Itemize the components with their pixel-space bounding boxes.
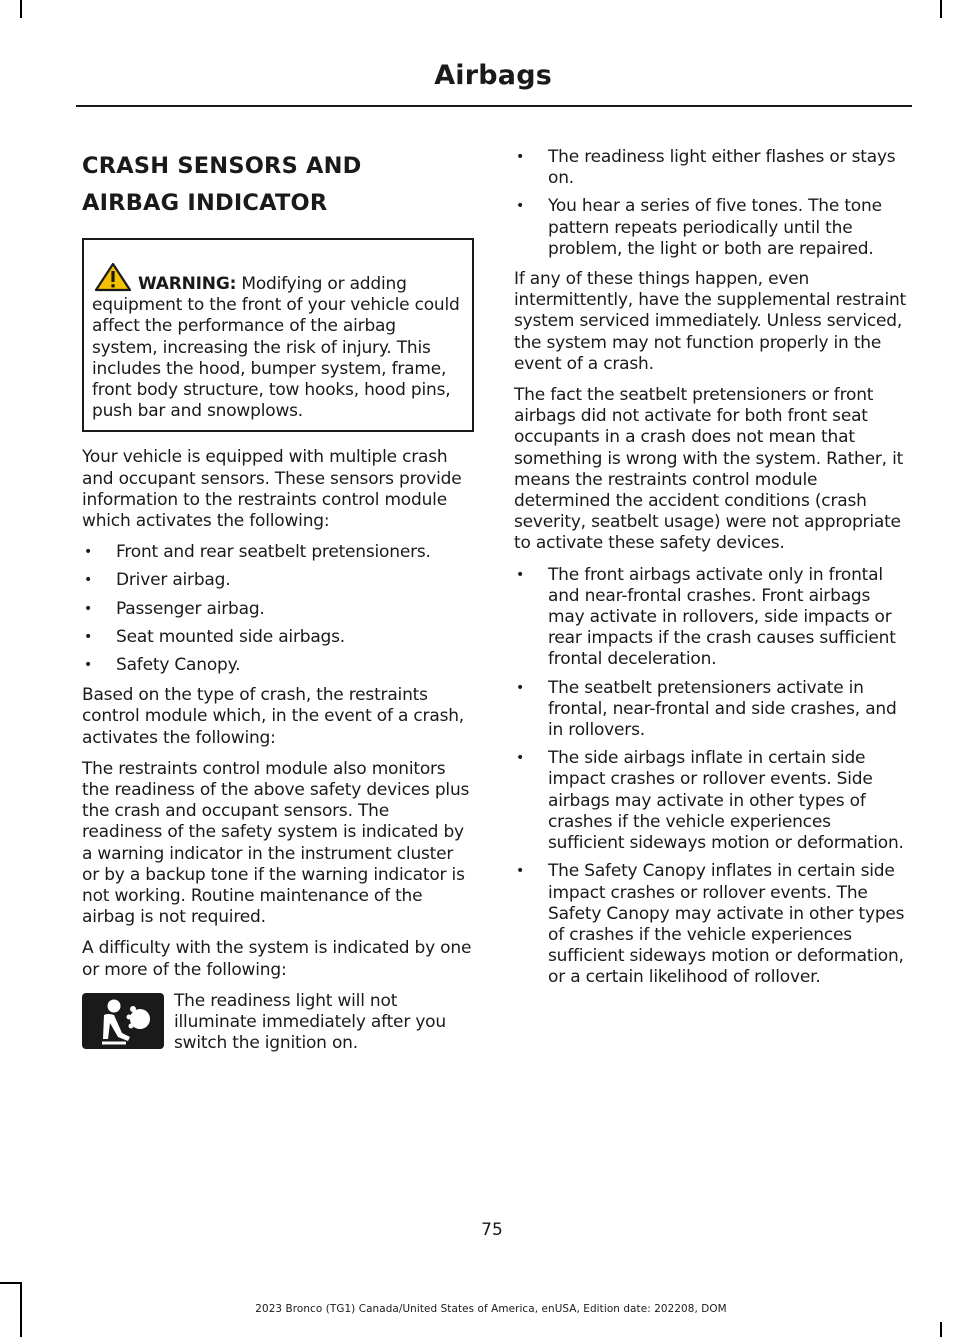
list-item: • Driver airbag.	[82, 570, 474, 591]
difficulty-paragraph: A difficulty with the system is indicated by one or more of the following:	[82, 938, 472, 980]
list-item: • Passenger airbag.	[82, 599, 474, 620]
page-header-title: Airbags	[434, 60, 552, 91]
readiness-light-row	[82, 991, 474, 1055]
list-item: • The side airbags inflate in certain side impact crashes or rollover events. Side airbags may activate in other types of crashes if the vehicle experiences sufficient sideways motion or deformation.	[514, 748, 906, 854]
list-item: • The front airbags activate only in frontal and near-frontal crashes. Front airbags may activate in rollovers, side impacts or rear impacts if the crash causes sufficient frontal deceleration.	[514, 565, 906, 671]
section-title-line2: AIRBAG INDICATOR	[82, 190, 328, 216]
activation-conditions-list	[514, 565, 906, 989]
monitoring-paragraph: The restraints control module also monitors the readiness of the above safety devices plus the crash and occupant sensors. The readiness of the safety system is indicated by a warning indicator in the instrument cluster or by a backup tone if the warning indicator is not working. Routine maintenance of the airbag is not required.	[82, 758, 470, 928]
airbag-warning-light-icon	[82, 993, 164, 1049]
section-title	[82, 148, 474, 222]
header-divider	[76, 105, 912, 107]
crop-mark-top-right	[940, 0, 942, 18]
list-item: • You hear a series of five tones. The tone pattern repeats periodically until the problem, the light or both are repaired.	[514, 196, 906, 260]
list-item: • The Safety Canopy inflates in certain side impact crashes or rollover events. The Safety Canopy may activate in other types of crashes if the vehicle experiences sufficient sideways motion or deformation, or a certain likelihood of rollover.	[514, 861, 906, 988]
list-item: • Front and rear seatbelt pretensioners.	[82, 542, 474, 563]
crop-mark-top-left	[20, 0, 22, 18]
crop-mark-bottom-left-h	[0, 1282, 20, 1284]
readiness-light-text: The readiness light will not illuminate immediately after you switch the ignition on.	[174, 990, 446, 1054]
warning-triangle-icon	[94, 262, 132, 292]
list-item: • Safety Canopy.	[82, 655, 474, 676]
warning-text: Modifying or adding equipment to the front of your vehicle could affect the performance of the airbag system, increasing the risk of injury. This includes the hood, bumper system, frame, front body structure, tow hooks, hood pins, push bar and snowplows.	[92, 274, 460, 422]
intro-paragraph: Your vehicle is equipped with multiple crash and occupant sensors. These sensors provide information to the restraints control module which activates the following:	[82, 447, 462, 532]
page-number: 75	[481, 1220, 503, 1240]
service-paragraph: If any of these things happen, even intermittently, have the supplemental restraint system serviced immediately. Unless serviced, the system may not function properly in the event of a crash.	[514, 269, 907, 374]
warning-label: WARNING:	[138, 274, 237, 294]
non-activation-paragraph: The fact the seatbelt pretensioners or front airbags did not activate for both front seat occupants in a crash does not mean that something is wrong with the system. Rather, it means the restraints control module determined the accident conditions (crash severity, seatbelt usage) were not appropriate to activate these safety devices.	[514, 385, 904, 554]
crash-type-paragraph: Based on the type of crash, the restraints control module which, in the event of a crash, activates the following:	[82, 685, 464, 748]
right-column	[514, 147, 906, 998]
list-item: • The seatbelt pretensioners activate in frontal, near-frontal and side crashes, and in rollovers.	[514, 678, 906, 742]
left-column	[82, 148, 474, 1055]
warning-box	[82, 238, 474, 432]
crop-mark-bottom-left	[20, 1282, 22, 1337]
list-item: • The readiness light either flashes or stays on.	[514, 147, 906, 189]
list-item: • Seat mounted side airbags.	[82, 627, 474, 648]
symptoms-list	[514, 147, 906, 260]
crop-mark-bottom-right	[940, 1322, 942, 1337]
edition-footer: 2023 Bronco (TG1) Canada/United States of America, enUSA, Edition date: 202208, DOM	[255, 1303, 727, 1315]
section-title-line1: CRASH SENSORS AND	[82, 153, 362, 179]
activated-devices-list	[82, 542, 474, 676]
